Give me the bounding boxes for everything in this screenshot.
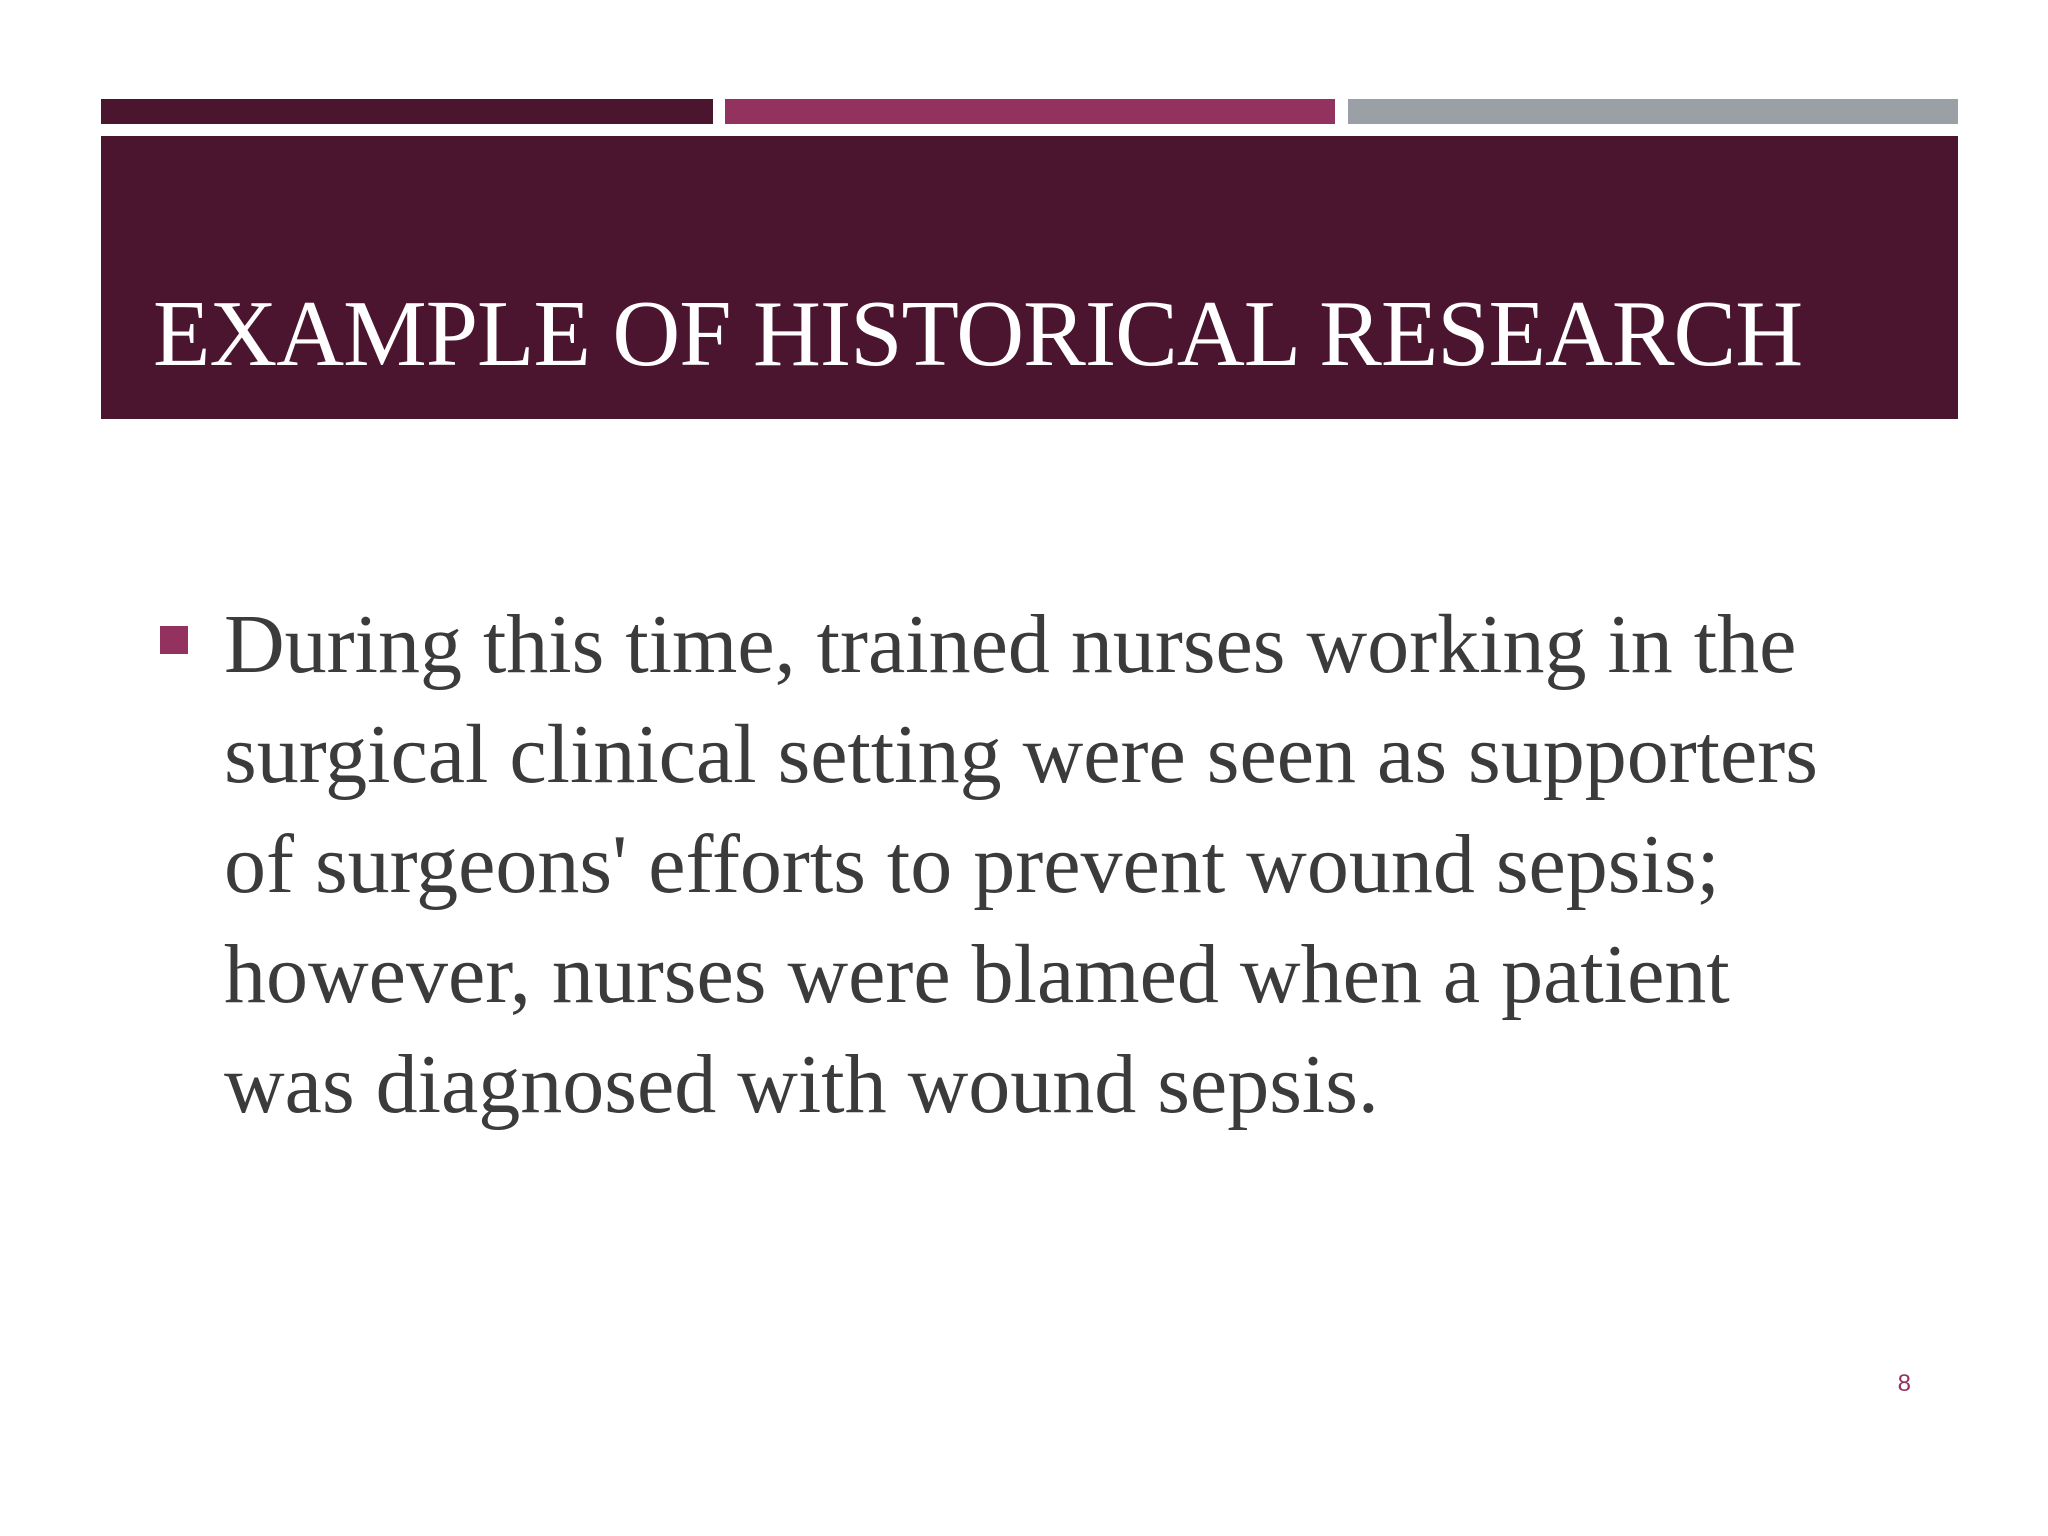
slide-content [158, 590, 1878, 1140]
page-number: 8 [1897, 1370, 1911, 1397]
title-band [101, 136, 1958, 419]
bullet-list [158, 590, 1878, 1140]
bullet-text: During this time, trained nurses working in the surgical clinical setting were seen as supporters of surgeons' efforts to prevent wound sepsis; however, nurses were blamed when a patient was diagnosed with wound sepsis. [224, 598, 1818, 1131]
accent-bar-magenta [725, 99, 1335, 124]
slide-title: EXAMPLE OF HISTORICAL RESEARCH [153, 282, 1803, 386]
square-bullet-icon [160, 626, 188, 654]
accent-bar-dark [101, 99, 713, 124]
bullet-item [158, 590, 1878, 1140]
accent-bar-gray [1348, 99, 1958, 124]
